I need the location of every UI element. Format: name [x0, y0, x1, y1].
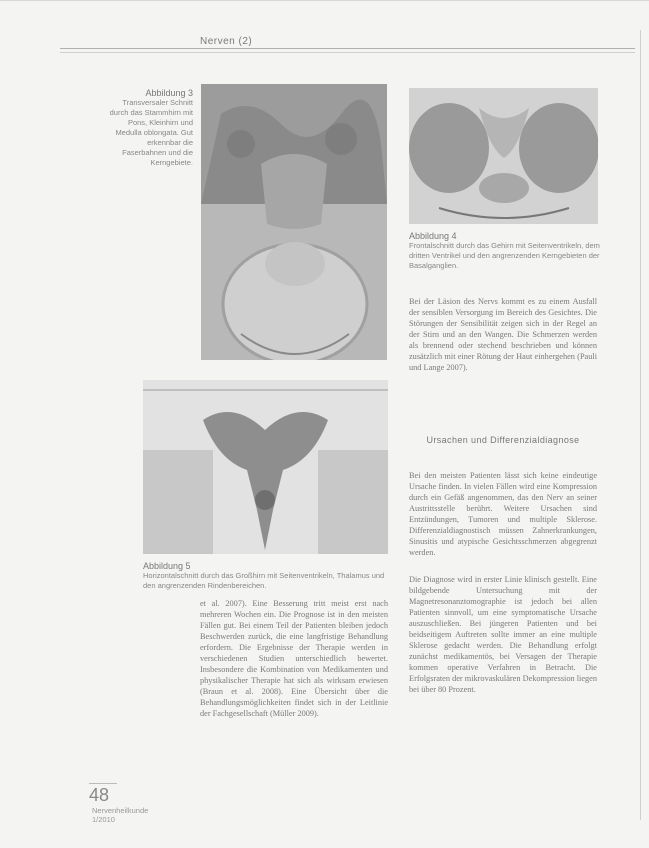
- figure-caption-a: [103, 88, 193, 168]
- brainstem-mri-image: [201, 84, 387, 360]
- figure-label-a: Abbildung 3: [145, 88, 193, 98]
- left-column-paragraph: et al. 2007). Eine Besserung tritt meist erst nach mehreren Wochen ein. Die Prognose ist in den meisten Fällen gut. Bei einem Teil der Patienten bleiben jedoch Beschwerden zurück, die eine langfristige Behandlung erfordern. Die Ergebnisse der Therapie werden in verschiedenen Studien unterschiedlich bewertet. Insbesondere die Kombination von Medikamenten und physikalischer Therapie hat sich als wirksam erwiesen (Braun et al. 2008). Eine Übersicht über die Behandlungsmöglichkeiten findet sich in der Leitlinie der Fachgesellschaft (Müller 2009).: [200, 599, 388, 719]
- figure-caption-text-a: Transversaler Schnitt durch das Stammhirn mit Pons, Kleinhirn und Medulla oblongata. Gut erkennbar die Faserbahnen und die Kerngebiete.: [109, 98, 193, 167]
- figure-caption-c: [143, 561, 393, 591]
- section-heading: Ursachen und Differenzialdiagnose: [426, 435, 580, 445]
- right-column-paragraph-3: Die Diagnose wird in erster Linie klinisch gestellt. Eine bildgebende Untersuchung mit der Magnetresonanztomographie ist jedoch bei allen Patienten sinnvoll, um eine symptomatische Ursache auszuschließen. Bei jüngeren Patienten und bei beidseitigem Auftreten sollte immer an eine multiple Sklerose gedacht werden. Die Behandlung erfolgt zunächst medikamentös, bei Versagen der Therapie kommen operative Verfahren in Betracht. Die Erfolgsraten der mikrovaskulären Dekompression liegen bei über 80 Prozent.: [409, 575, 598, 695]
- right-column-paragraph-2: Bei den meisten Patienten lässt sich keine eindeutige Ursache finden. In vielen Fällen wird eine Kompression durch ein Gefäß angenommen, das den Nerv an seiner Austrittsstelle berührt. Weitere Ursachen sind Entzündungen, Tumoren und multiple Sklerose. Differenzialdiagnostisch müssen Zahnerkrankungen, Sinusitis und atypische Gesichtsschmerzen abgegrenzt werden.: [409, 471, 597, 558]
- coronal-section-image: [409, 88, 598, 224]
- figure-caption-text-c: Horizontalschnitt durch das Großhirn mit Seitenventrikeln, Thalamus und den angrenzenden Rindenbereichen.: [143, 571, 385, 590]
- running-header: Nerven (2): [200, 36, 253, 47]
- figure-label-c: Abbildung 5: [143, 561, 191, 571]
- scan-edge: [640, 30, 641, 820]
- page-number: 48: [89, 785, 110, 805]
- figure-label-b: Abbildung 4: [409, 231, 457, 241]
- page-footer: [92, 806, 148, 824]
- figure-caption-b: [409, 231, 602, 271]
- right-column-paragraph-1: Bei der Läsion des Nervs kommt es zu einem Ausfall der sensiblen Versorgung im Bereich des Gesichtes. Die Störungen der Sensibilität zeigen sich in der Regel an der Stirn und an den Wangen. Die Schmerzen werden als brennend oder stechend beschrieben und können zusätzlich mit einer Rötung der Haut einhergehen (Pauli und Lange 2007).: [409, 297, 597, 373]
- footer-journal: Nervenheilkunde: [92, 806, 149, 815]
- figure-caption-text-b: Frontalschnitt durch das Gehirn mit Seitenventrikeln, dem dritten Ventrikel und den angrenzenden Kerngebieten der Basalganglien.: [409, 241, 600, 270]
- horizontal-section-image: [143, 380, 388, 554]
- footer-issue: 1/2010: [92, 815, 115, 824]
